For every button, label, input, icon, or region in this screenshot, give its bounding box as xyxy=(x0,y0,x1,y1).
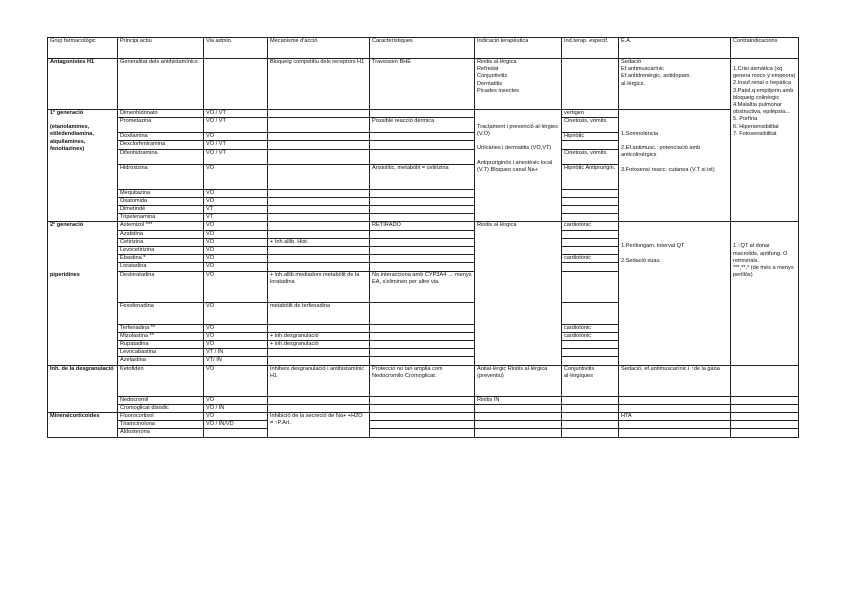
principle-cell: Mizolastina ** xyxy=(118,332,204,340)
characteristic-cell xyxy=(370,429,475,437)
route-cell: VT xyxy=(204,206,268,214)
indication-cell xyxy=(475,413,562,421)
principle-cell: Dimetindè xyxy=(118,206,204,214)
characteristic-cell xyxy=(370,324,475,332)
indication-line: Urticàries i dermatitis (VO,VT) xyxy=(477,145,552,152)
indication-line: Dermatitis xyxy=(477,80,503,87)
route-cell: VO xyxy=(204,263,268,271)
characteristic-cell xyxy=(370,341,475,349)
characteristic-cell: Protecció no tan amplia com Nedocromilo Cromoglicat. xyxy=(370,365,475,396)
indication-line: Tractament i prevenció al·lèrgies (V.O) xyxy=(477,124,558,138)
specific-indication-cell: cardiotònic xyxy=(562,222,619,230)
specific-indication-cell xyxy=(562,206,619,214)
document-page xyxy=(47,37,798,438)
principle-cell: Mequitazina xyxy=(118,189,204,197)
principle-cell: Astemizol *** xyxy=(118,222,204,230)
contraindications-cell xyxy=(731,429,799,437)
mechanism-cell xyxy=(268,59,370,110)
characteristic-cell: RETIRADO xyxy=(370,222,475,230)
principle-cell: Nedocromil xyxy=(118,396,204,404)
specific-indication-cell xyxy=(562,271,619,302)
route-cell: VO / VT xyxy=(204,149,268,164)
contra-line: 5. Porfíria xyxy=(733,116,758,123)
specific-indication-cell: vertigen xyxy=(562,110,619,118)
mechanism-cell: Inhibeix desgranulació i antihistamínic H1 xyxy=(268,365,370,396)
contra-line: 3.Patol.q empitjorin amb bloqueig colinèrgic xyxy=(733,87,794,101)
route-cell: VO / VT xyxy=(204,141,268,149)
mechanism-cell xyxy=(268,141,370,149)
specific-indication-cell: cardiotònic xyxy=(562,324,619,332)
specific-indication-cell xyxy=(562,214,619,222)
mechanism-cell xyxy=(268,110,370,118)
table-row xyxy=(48,429,799,437)
header-cell: Contraindicacions xyxy=(731,38,799,59)
route-cell: VO xyxy=(204,413,268,421)
route-cell: VT xyxy=(204,214,268,222)
mechanism-cell xyxy=(268,118,370,133)
adverse-effects-cell xyxy=(619,429,731,437)
characteristic-cell xyxy=(370,413,475,421)
contra-line: 6. Hipersensibilitat xyxy=(733,123,779,130)
route-cell: VO / IN/VD xyxy=(204,421,268,429)
principle-cell: Azatidina xyxy=(118,230,204,238)
group-label: Inh. de la desgranulació xyxy=(50,365,114,372)
adverse-effects-cell xyxy=(619,59,731,110)
ea-line: Ef.antidrenèrgic, antidopam. xyxy=(621,73,691,80)
indication-cell: Rinitis IN xyxy=(475,396,562,404)
table-row xyxy=(48,396,799,404)
principle-cell xyxy=(118,59,204,110)
principle-cell: Dexclorfeniramina xyxy=(118,141,204,149)
specific-indication-cell xyxy=(562,413,619,421)
indication-cell xyxy=(475,110,562,222)
contraindications-cell xyxy=(731,222,799,365)
mechanism-cell xyxy=(268,197,370,205)
specific-indication-cell xyxy=(562,349,619,357)
indication-line: Conjuntivitis xyxy=(477,73,508,80)
contraindications-cell xyxy=(731,421,799,429)
characteristic-text: Travessen BHE xyxy=(372,59,411,65)
header-cell: Grup farmacològic xyxy=(48,38,118,59)
route-cell: VO xyxy=(204,255,268,263)
route-cell: VO / VT xyxy=(204,110,268,118)
group-cell xyxy=(48,413,118,438)
route-cell: VO / IN xyxy=(204,404,268,412)
group-label: Antagonistes H1 xyxy=(50,59,95,65)
mechanism-cell xyxy=(268,396,370,404)
indication-cell xyxy=(475,59,562,110)
characteristic-cell xyxy=(370,404,475,412)
table-row xyxy=(48,59,799,110)
header-cell: Característiques xyxy=(370,38,475,59)
ea-line: 2.Ef.antimusc.: potenciació amb anticolinèrgics xyxy=(621,145,701,159)
mechanism-cell xyxy=(268,324,370,332)
specific-indication-cell xyxy=(562,263,619,271)
contra-line: 1.Crisi asmàtica (xq genera moco y empeora) xyxy=(733,66,796,80)
adverse-effects-cell xyxy=(619,421,731,429)
ea-line: 3.Fotosens/ reacc. cutanea (V.T si ist) xyxy=(621,166,715,173)
characteristic-cell xyxy=(370,247,475,255)
ea-line: Sedació xyxy=(621,59,642,65)
indication-line: Antipruriginós i anestèsic local (V.T) Bloqueo canal Na+ xyxy=(477,159,553,173)
specific-indication-cell: cardiotònic xyxy=(562,332,619,340)
mechanism-cell xyxy=(268,206,370,214)
route-cell xyxy=(204,429,268,437)
principle-cell: Oxatomida xyxy=(118,197,204,205)
characteristic-cell xyxy=(370,197,475,205)
route-cell: VT / IN xyxy=(204,349,268,357)
adverse-effects-cell xyxy=(619,404,731,412)
route-cell: VO xyxy=(204,332,268,340)
adverse-effects-cell: Sedació, ef.antimuscarínic i ↑de la gana xyxy=(619,365,731,396)
route-cell: VO xyxy=(204,341,268,349)
group-sublabel: piperidines xyxy=(50,271,80,278)
principle-cell: Rupatadina xyxy=(118,341,204,349)
indication-cell xyxy=(475,404,562,412)
route-cell: VT/ IN xyxy=(204,357,268,365)
characteristic-cell: Ansiolític, metabòlit = cetirizina xyxy=(370,164,475,189)
mechanism-cell xyxy=(268,357,370,365)
pharmacology-table xyxy=(47,37,799,438)
contra-line: 2.Insuf.renal o hepàtica xyxy=(733,80,792,87)
group-cell xyxy=(48,365,118,412)
indication-line: Refredat xyxy=(477,66,499,73)
contraindications-cell xyxy=(731,365,799,396)
route-cell xyxy=(204,59,268,110)
characteristic-cell xyxy=(370,349,475,357)
ea-line: al·lèrgics. xyxy=(621,80,645,87)
ea-line: Ef.antimuscarínic xyxy=(621,66,664,73)
group-label: 1ª generació xyxy=(50,110,84,116)
route-cell: VO xyxy=(204,271,268,302)
mechanism-cell xyxy=(268,149,370,164)
route-cell: VO xyxy=(204,189,268,197)
group-cell xyxy=(48,110,118,222)
group-sublabel: (etanolamines, etilèdendiamina, alquilamines, fenotiazines) xyxy=(50,124,94,152)
contra-line: 1.↑QT al donar macrolids, antifung. O retrovirals. xyxy=(733,243,788,264)
route-cell: VO xyxy=(204,230,268,238)
principle-cell: Doxilamina xyxy=(118,133,204,141)
principle-cell: Difenhidramina xyxy=(118,149,204,164)
principle-cell: Azelastina xyxy=(118,357,204,365)
characteristic-cell xyxy=(370,149,475,164)
adverse-effects-cell: HTA xyxy=(619,413,731,421)
header-cell: Indicació terapèutica xyxy=(475,38,562,59)
contraindications-cell xyxy=(731,396,799,404)
mechanism-cell xyxy=(268,214,370,222)
principle-cell: Levocetirizina xyxy=(118,247,204,255)
specific-indication-cell xyxy=(562,341,619,349)
mechanism-cell xyxy=(268,230,370,238)
mechanism-cell xyxy=(268,404,370,412)
specific-indication-cell xyxy=(562,141,619,149)
specific-indication-cell xyxy=(562,197,619,205)
specific-indication-cell: cardiotònic xyxy=(562,255,619,263)
principle-cell: Terfenadina ** xyxy=(118,324,204,332)
route-cell: VO xyxy=(204,324,268,332)
route-cell: VO xyxy=(204,365,268,396)
header-cell: Via admin. xyxy=(204,38,268,59)
route-cell: VO xyxy=(204,133,268,141)
principle-cell: Ketofidèn xyxy=(118,365,204,396)
indication-line: Rinitis al·lèrgica xyxy=(477,59,517,65)
ea-line: 1.Somnolència xyxy=(621,131,659,137)
specific-indication-cell xyxy=(562,429,619,437)
ea-line: 2.Sedació suau xyxy=(621,257,660,264)
route-cell: VO / VT xyxy=(204,118,268,133)
header-cell: E.A. xyxy=(619,38,731,59)
principle-cell: Fluorocortisol xyxy=(118,413,204,421)
characteristic-cell xyxy=(370,206,475,214)
route-cell: VO xyxy=(204,164,268,189)
specific-indication-cell: Hipnòtic Antiprurigin. xyxy=(562,164,619,189)
principle-cell: Cromoglicat disodic xyxy=(118,404,204,412)
table-row xyxy=(48,413,799,421)
mechanism-cell: + inh.desgranulació xyxy=(268,341,370,349)
mechanism-cell xyxy=(268,349,370,357)
characteristic-cell: No interacciona amb CYP3A4 → menys EA, s'eliminen per altre via. xyxy=(370,271,475,302)
principle-cell: Cetirizina xyxy=(118,238,204,246)
mechanism-cell: + inh.allib.mediadors metabòlit de la loratadina xyxy=(268,271,370,302)
specific-indication-cell: Cinetosis, vòmits xyxy=(562,118,619,133)
specific-indication-cell xyxy=(562,302,619,324)
contra-line: ***,**,* (de més a menys perillós) xyxy=(733,265,794,279)
group-label: Mineralcorticoides xyxy=(50,413,100,420)
table-row xyxy=(48,404,799,412)
adverse-effects-cell xyxy=(619,396,731,404)
route-cell: VO xyxy=(204,238,268,246)
characteristic-cell xyxy=(370,133,475,141)
specific-indication-cell xyxy=(562,421,619,429)
principle-cell: Desloratadina xyxy=(118,271,204,302)
indication-line: Picades insectes xyxy=(477,87,519,94)
characteristic-cell xyxy=(370,189,475,197)
specific-indication-cell xyxy=(562,357,619,365)
principle-cell: Levocabastina xyxy=(118,349,204,357)
characteristic-cell xyxy=(370,302,475,324)
characteristic-cell xyxy=(370,214,475,222)
characteristic-cell xyxy=(370,59,475,110)
mechanism-cell xyxy=(268,222,370,230)
characteristic-cell xyxy=(370,396,475,404)
characteristic-cell xyxy=(370,230,475,238)
adverse-effects-cell xyxy=(619,222,731,365)
characteristic-cell xyxy=(370,110,475,118)
characteristic-cell xyxy=(370,332,475,340)
principle-cell: Loratadina xyxy=(118,263,204,271)
indication-cell: Antial·lèrgic Rinitis al·lèrgica (preventiu) xyxy=(475,365,562,396)
mechanism-cell xyxy=(268,133,370,141)
principle-cell: Dimenhidrinato xyxy=(118,110,204,118)
table-row xyxy=(48,365,799,396)
mechanism-cell xyxy=(268,255,370,263)
mechanism-cell xyxy=(268,263,370,271)
characteristic-cell: Possible reacció dèrmica xyxy=(370,118,475,133)
characteristic-cell xyxy=(370,263,475,271)
principle-cell: Fexofenadina xyxy=(118,302,204,324)
principle-cell: Hidroxizina xyxy=(118,164,204,189)
contraindications-cell xyxy=(731,59,799,222)
route-cell: VO xyxy=(204,247,268,255)
contraindications-cell xyxy=(731,404,799,412)
ea-line: 1.Perllongam. interval QT xyxy=(621,243,685,250)
table-row xyxy=(48,421,799,429)
specific-indication-cell xyxy=(562,230,619,238)
mechanism-cell: metabòlit de terfenadina xyxy=(268,302,370,324)
characteristic-cell xyxy=(370,255,475,263)
principle-cell: Prometazina xyxy=(118,118,204,133)
principle-cell: Tripelenamina xyxy=(118,214,204,222)
group-label: 2ª generació xyxy=(50,222,84,229)
characteristic-cell xyxy=(370,238,475,246)
adverse-effects-cell xyxy=(619,110,731,222)
specific-indication-cell: Cinetosis, vòmits xyxy=(562,149,619,164)
mechanism-text: Bloqueig competitiu dels receptors H1 xyxy=(270,59,365,65)
characteristic-cell xyxy=(370,421,475,429)
route-cell: VO xyxy=(204,302,268,324)
indication-cell xyxy=(475,429,562,437)
mechanism-cell xyxy=(268,247,370,255)
contra-line: 4.Malaltia pulmonar obstructiva, epilèpsia... xyxy=(733,102,790,116)
mechanism-cell xyxy=(268,164,370,189)
characteristic-cell xyxy=(370,141,475,149)
contraindications-cell xyxy=(731,413,799,421)
principle-label: Generalitat dels antihistamínics xyxy=(120,59,198,65)
contra-line: 7. Fotosensibilitat xyxy=(733,130,777,137)
mechanism-cell: + Inh.allib. Hist. xyxy=(268,238,370,246)
header-row xyxy=(48,38,799,59)
specific-indication-cell: Conjuntivitis al·lèrgiques xyxy=(562,365,619,396)
group-cell xyxy=(48,222,118,365)
group-cell xyxy=(48,59,118,110)
route-cell: VO xyxy=(204,222,268,230)
route-cell: VO xyxy=(204,396,268,404)
header-cell: Principi actiu xyxy=(118,38,204,59)
table-row xyxy=(48,222,799,230)
specific-indication-cell xyxy=(562,59,619,110)
characteristic-cell xyxy=(370,357,475,365)
principle-cell: Aldosterona xyxy=(118,429,204,437)
indication-cell xyxy=(475,421,562,429)
route-cell: VO xyxy=(204,197,268,205)
specific-indication-cell xyxy=(562,396,619,404)
header-cell: Mecanisme d'acció xyxy=(268,38,370,59)
header-cell: Ind.terap. especif. xyxy=(562,38,619,59)
specific-indication-cell: Hipnòtic xyxy=(562,133,619,141)
principle-cell: Triamcinolona xyxy=(118,421,204,429)
mechanism-cell xyxy=(268,189,370,197)
indication-cell: Rinitis al·lèrgica xyxy=(475,222,562,365)
table-row xyxy=(48,110,799,118)
specific-indication-cell xyxy=(562,238,619,246)
principle-cell: Ebastina * xyxy=(118,255,204,263)
mechanism-cell: + inh.desgranulació xyxy=(268,332,370,340)
specific-indication-cell xyxy=(562,247,619,255)
specific-indication-cell xyxy=(562,189,619,197)
specific-indication-cell xyxy=(562,404,619,412)
mechanism-cell: Inhibició de la secreció de Na+ +H2O = ↑P.Art. xyxy=(268,413,370,438)
